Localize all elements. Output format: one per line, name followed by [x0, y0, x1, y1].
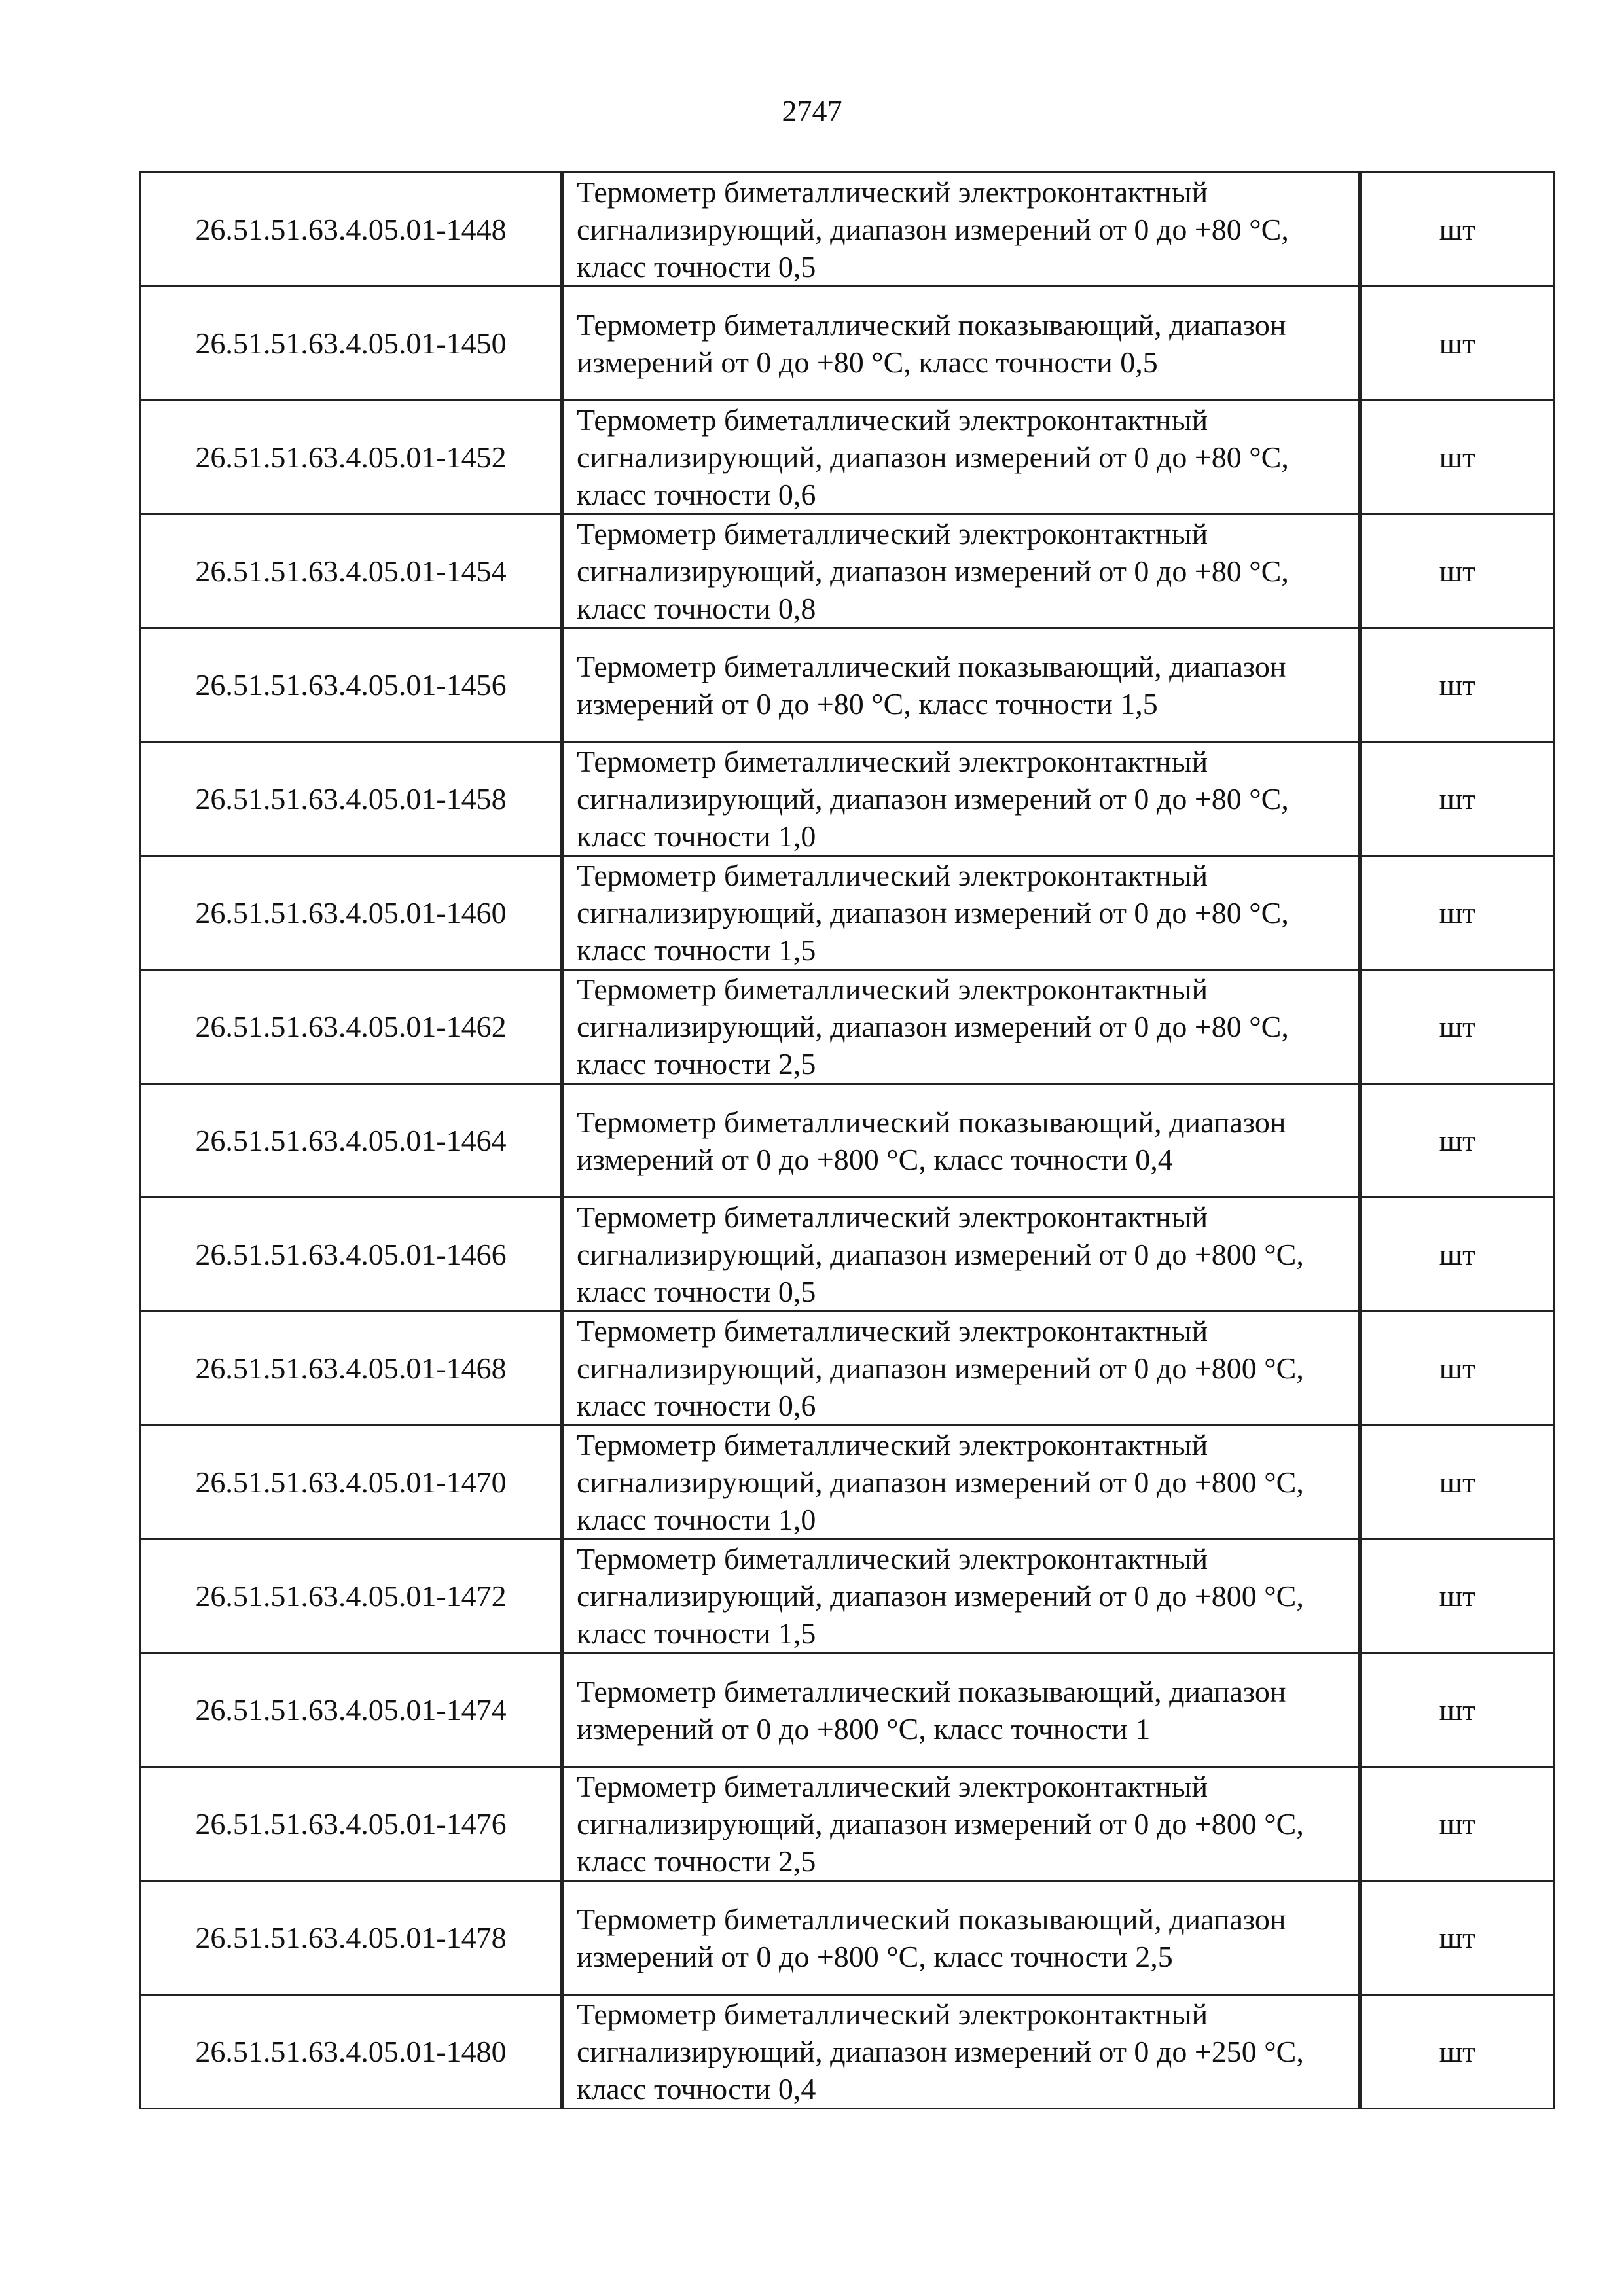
item-unit: шт — [1360, 1767, 1555, 1881]
item-description: Термометр биметаллический показывающий, диапазон измерений от 0 до +800 °С, класс точности 0,4 — [562, 1084, 1360, 1198]
table-row — [141, 856, 1555, 970]
table-row — [141, 742, 1555, 856]
item-code: 26.51.51.63.4.05.01-1480 — [141, 1995, 562, 2109]
item-code: 26.51.51.63.4.05.01-1476 — [141, 1767, 562, 1881]
item-code: 26.51.51.63.4.05.01-1450 — [141, 287, 562, 401]
item-code: 26.51.51.63.4.05.01-1460 — [141, 856, 562, 970]
item-unit: шт — [1360, 401, 1555, 514]
item-description: Термометр биметаллический показывающий, диапазон измерений от 0 до +800 °С, класс точности 1 — [562, 1653, 1360, 1767]
item-code: 26.51.51.63.4.05.01-1452 — [141, 401, 562, 514]
item-description: Термометр биметаллический показывающий, диапазон измерений от 0 до +80 °С, класс точности 0,5 — [562, 287, 1360, 401]
item-description: Термометр биметаллический электроконтактный сигнализирующий, диапазон измерений от 0 до +800 °С, класс точности 0,5 — [562, 1198, 1360, 1312]
table-row — [141, 1881, 1555, 1995]
item-unit: шт — [1360, 970, 1555, 1084]
table-row — [141, 970, 1555, 1084]
item-unit: шт — [1360, 628, 1555, 742]
items-table-body — [141, 173, 1555, 2109]
item-code: 26.51.51.63.4.05.01-1478 — [141, 1881, 562, 1995]
table-row — [141, 1426, 1555, 1539]
item-unit: шт — [1360, 1198, 1555, 1312]
item-unit: шт — [1360, 856, 1555, 970]
item-description: Термометр биметаллический электроконтактный сигнализирующий, диапазон измерений от 0 до +800 °С, класс точности 1,5 — [562, 1539, 1360, 1653]
item-description: Термометр биметаллический электроконтактный сигнализирующий, диапазон измерений от 0 до +80 °С, класс точности 0,5 — [562, 173, 1360, 287]
item-unit: шт — [1360, 1995, 1555, 2109]
table-row — [141, 1539, 1555, 1653]
item-description: Термометр биметаллический электроконтактный сигнализирующий, диапазон измерений от 0 до +800 °С, класс точности 1,0 — [562, 1426, 1360, 1539]
item-code: 26.51.51.63.4.05.01-1470 — [141, 1426, 562, 1539]
table-row — [141, 1767, 1555, 1881]
table-row — [141, 1995, 1555, 2109]
item-unit: шт — [1360, 1881, 1555, 1995]
table-row — [141, 287, 1555, 401]
item-unit: шт — [1360, 514, 1555, 628]
item-unit: шт — [1360, 1426, 1555, 1539]
item-unit: шт — [1360, 173, 1555, 287]
item-unit: шт — [1360, 1653, 1555, 1767]
item-code: 26.51.51.63.4.05.01-1468 — [141, 1312, 562, 1426]
item-code: 26.51.51.63.4.05.01-1462 — [141, 970, 562, 1084]
item-code: 26.51.51.63.4.05.01-1472 — [141, 1539, 562, 1653]
table-row — [141, 1198, 1555, 1312]
table-row — [141, 514, 1555, 628]
item-description: Термометр биметаллический электроконтактный сигнализирующий, диапазон измерений от 0 до +800 °С, класс точности 2,5 — [562, 1767, 1360, 1881]
item-description: Термометр биметаллический электроконтактный сигнализирующий, диапазон измерений от 0 до +250 °С, класс точности 0,4 — [562, 1995, 1360, 2109]
item-code: 26.51.51.63.4.05.01-1474 — [141, 1653, 562, 1767]
table-row — [141, 1084, 1555, 1198]
item-code: 26.51.51.63.4.05.01-1458 — [141, 742, 562, 856]
page-number: 2747 — [782, 94, 842, 128]
item-description: Термометр биметаллический электроконтактный сигнализирующий, диапазон измерений от 0 до +80 °С, класс точности 1,0 — [562, 742, 1360, 856]
item-code: 26.51.51.63.4.05.01-1466 — [141, 1198, 562, 1312]
item-code: 26.51.51.63.4.05.01-1448 — [141, 173, 562, 287]
item-description: Термометр биметаллический электроконтактный сигнализирующий, диапазон измерений от 0 до +800 °С, класс точности 0,6 — [562, 1312, 1360, 1426]
item-unit: шт — [1360, 1084, 1555, 1198]
item-code: 26.51.51.63.4.05.01-1456 — [141, 628, 562, 742]
item-description: Термометр биметаллический показывающий, диапазон измерений от 0 до +80 °С, класс точности 1,5 — [562, 628, 1360, 742]
item-description: Термометр биметаллический электроконтактный сигнализирующий, диапазон измерений от 0 до +80 °С, класс точности 0,8 — [562, 514, 1360, 628]
item-unit: шт — [1360, 1539, 1555, 1653]
item-code: 26.51.51.63.4.05.01-1464 — [141, 1084, 562, 1198]
table-row — [141, 628, 1555, 742]
table-row — [141, 1653, 1555, 1767]
item-description: Термометр биметаллический электроконтактный сигнализирующий, диапазон измерений от 0 до +80 °С, класс точности 0,6 — [562, 401, 1360, 514]
table-row — [141, 401, 1555, 514]
item-code: 26.51.51.63.4.05.01-1454 — [141, 514, 562, 628]
table-row — [141, 173, 1555, 287]
item-unit: шт — [1360, 1312, 1555, 1426]
item-unit: шт — [1360, 742, 1555, 856]
item-description: Термометр биметаллический электроконтактный сигнализирующий, диапазон измерений от 0 до +80 °С, класс точности 1,5 — [562, 856, 1360, 970]
item-description: Термометр биметаллический показывающий, диапазон измерений от 0 до +800 °С, класс точности 2,5 — [562, 1881, 1360, 1995]
item-unit: шт — [1360, 287, 1555, 401]
table-row — [141, 1312, 1555, 1426]
item-description: Термометр биметаллический электроконтактный сигнализирующий, диапазон измерений от 0 до +80 °С, класс точности 2,5 — [562, 970, 1360, 1084]
items-table — [139, 171, 1555, 2109]
